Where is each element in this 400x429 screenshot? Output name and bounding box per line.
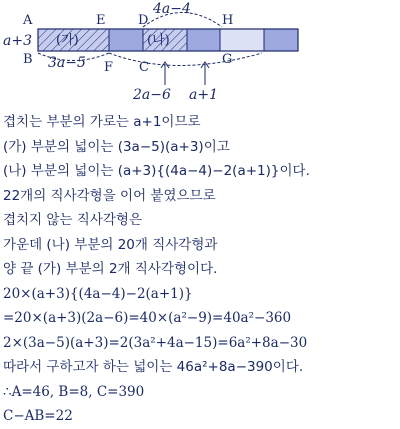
label-top-span: 4a−4 [153,1,191,17]
label-region-ga: (가) [56,33,79,48]
label-E: E [96,13,106,28]
solution-equation: =20×(a+3)(2a−6)=40×(a²−9)=40a²−360 [3,310,292,326]
solution-equation: ∴A=46, B=8, C=390 [3,383,145,400]
overlap-segment-left [109,29,143,51]
solution-line: 따라서 구하고자 하는 넓이는 46a²+8a−390이다. [3,359,304,375]
solution-line: (가) 부분의 넓이는 (3a−5)(a+3)이고 [3,138,230,155]
solution-equation: 2×(3a−5)(a+3)=2(3a²+4a−15)=6a²+8a−30 [3,334,308,351]
label-F: F [104,60,114,75]
label-region-na: (나) [147,33,170,48]
solution-line: 겹치는 부분의 가로는 a+1이므로 [3,114,201,130]
solution-line: (나) 부분의 넓이는 (a+3){(4a−4)−2(a+1)}이다. [3,163,310,179]
solution-answer: C−AB=22 [3,408,73,424]
label-D: D [138,13,149,28]
solution-line: 22개의 직사각형을 이어 붙였으므로 [3,187,216,204]
solution-line: 겹치지 않는 직사각형은 [3,212,142,228]
label-C: C [139,60,149,75]
light-segment [220,29,264,51]
overlap-segment-right [187,29,220,51]
rectangle-diagram [0,0,400,108]
solution-line: 가운데 (나) 부분의 20개 직사각형과 [3,236,218,253]
solution-line: 양 끝 (가) 부분의 2개 직사각형이다. [3,261,218,277]
bottom-brace-right-dashed [109,53,262,66]
end-segment [264,29,298,51]
label-G: G [222,52,233,67]
label-arrow-left: 2a−6 [133,87,171,103]
solution-text [3,110,397,429]
label-H: H [222,13,234,28]
label-A: A [23,13,33,28]
label-B: B [23,52,33,67]
label-height: a+3 [3,33,32,49]
solution-equation: 20×(a+3){(4a−4)−2(a+1)} [3,285,193,302]
label-arrow-right: a+1 [189,87,218,103]
label-bottom-span: 3a−5 [48,55,86,71]
